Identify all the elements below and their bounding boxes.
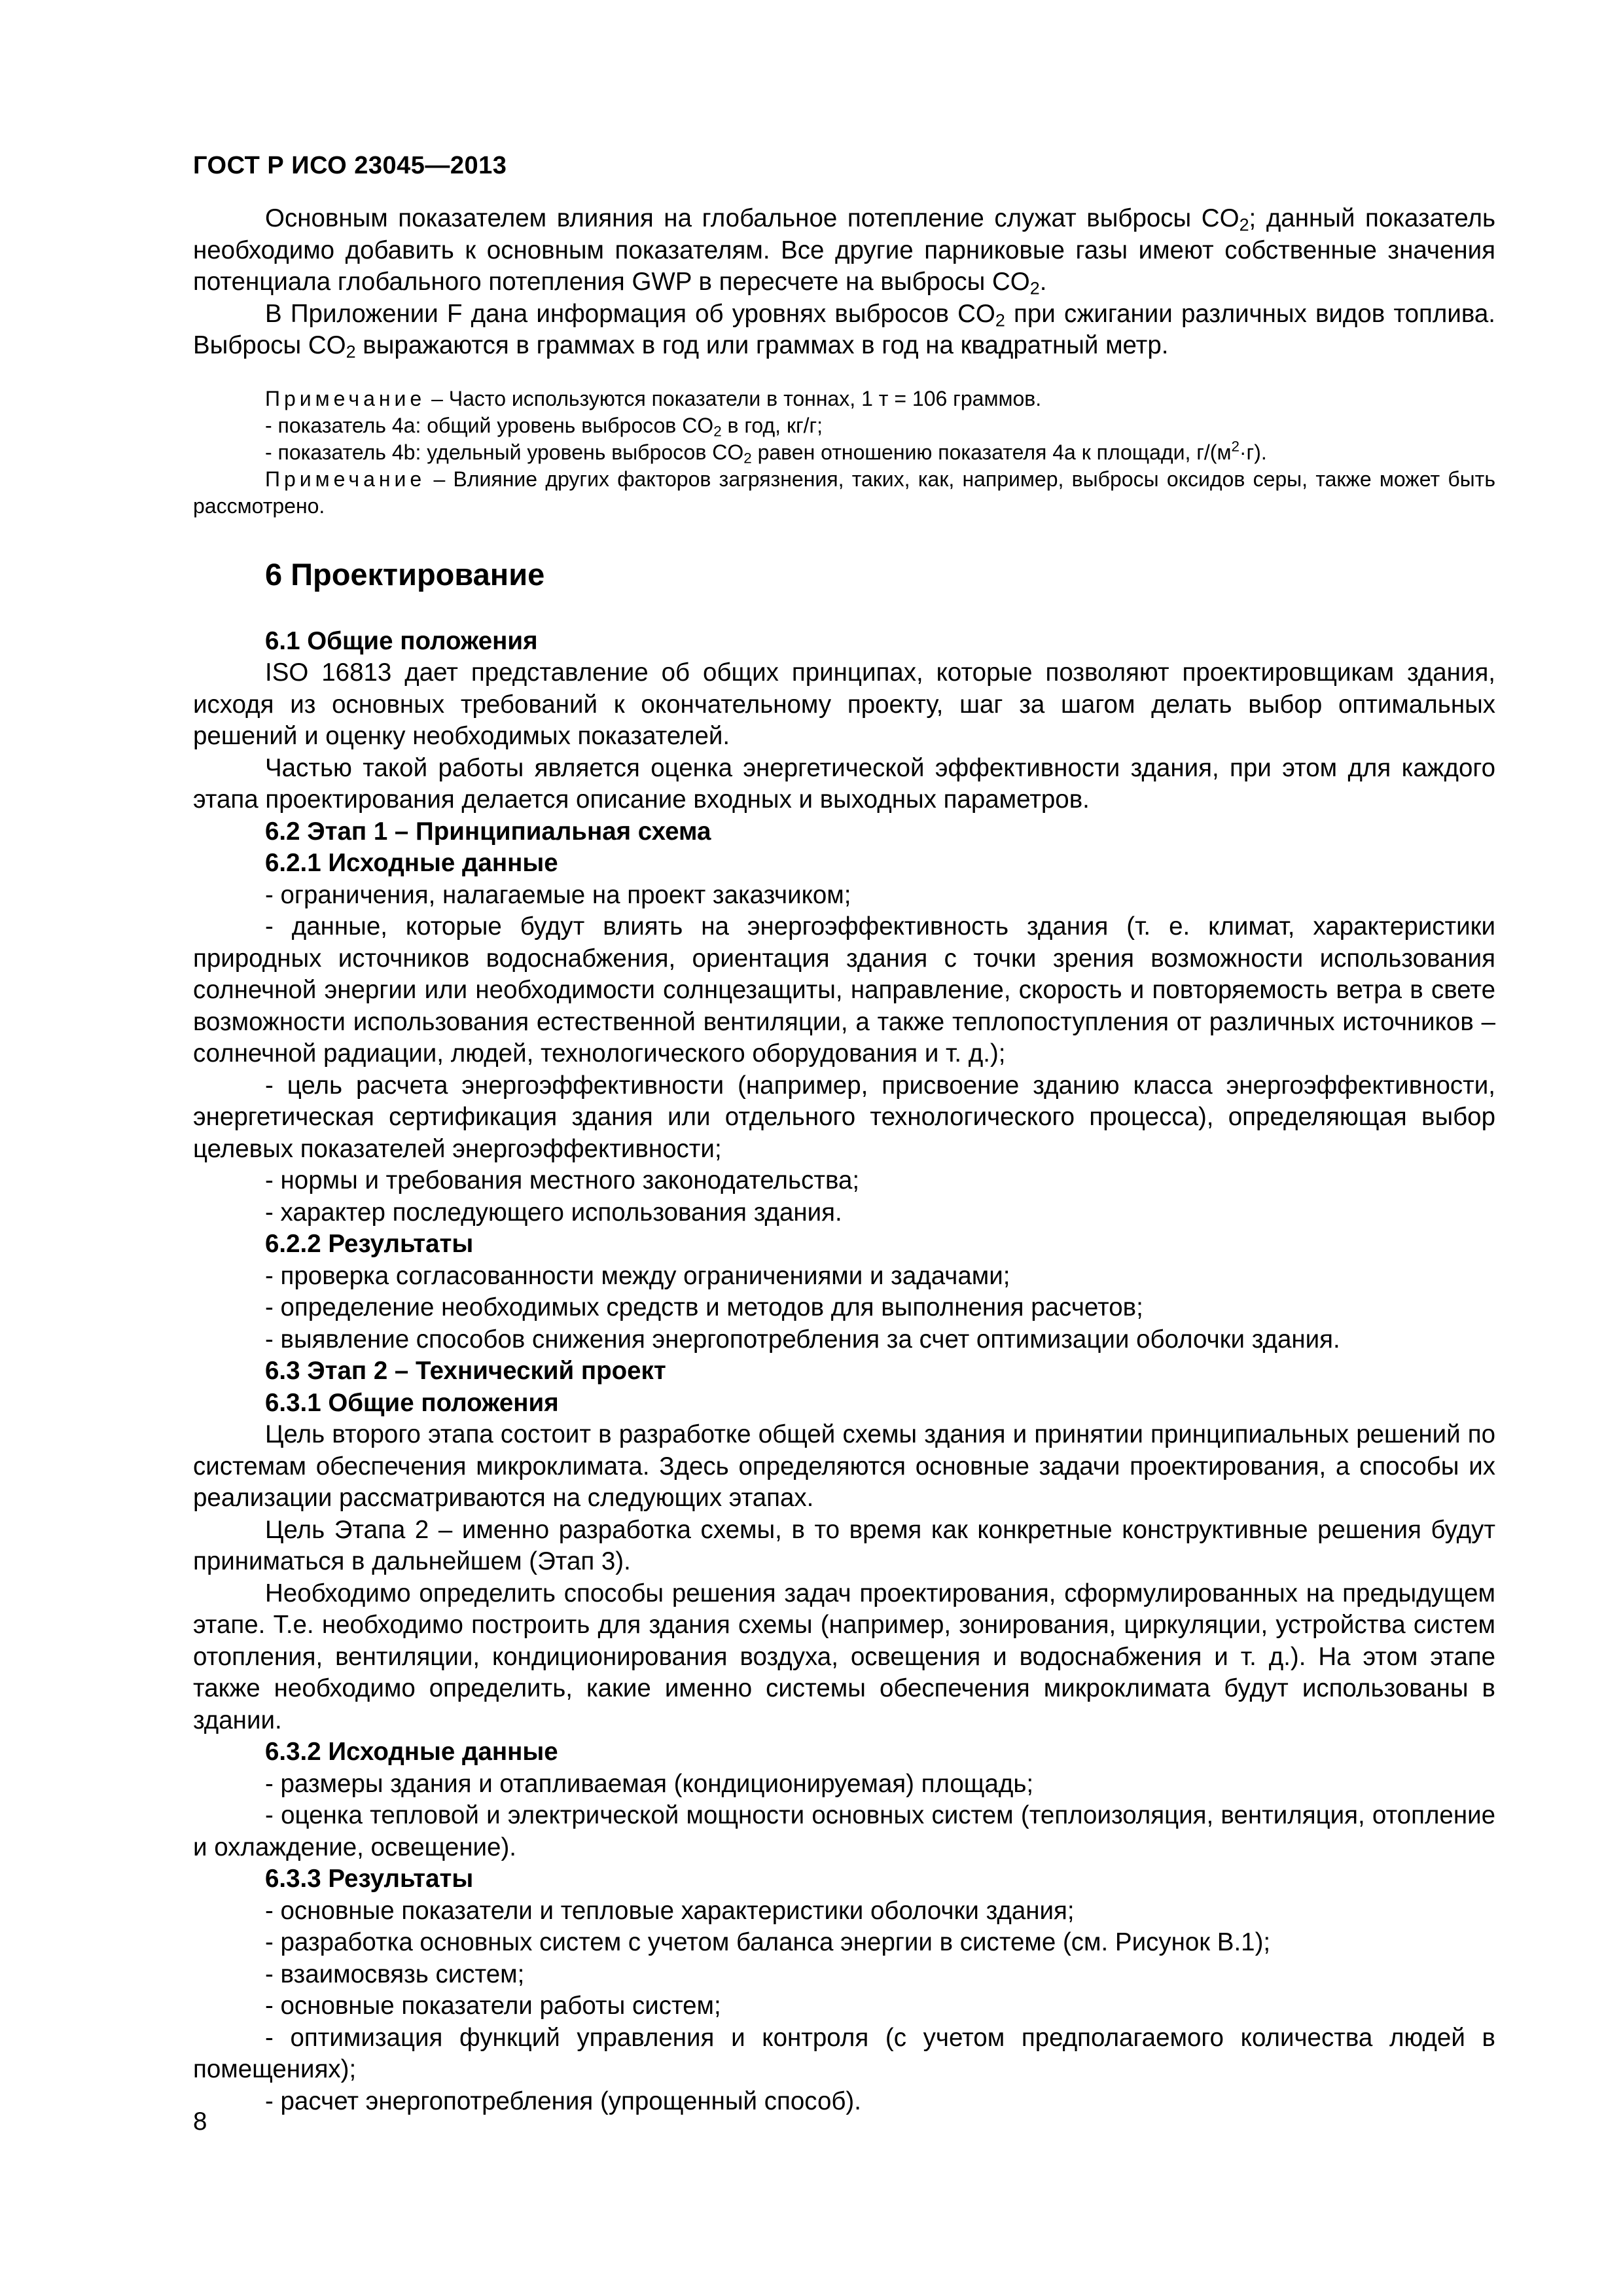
intro-paragraph-1: Основным показателем влияния на глобальное потепление служат выбросы $CO_2$; данный показатель необходимо добавить к основным показателям. Все другие парниковые газы имеют собственные значения потенциала глобального потепления GWP в пересчете на выбросы $CO_2$. <box>193 204 1495 298</box>
intro-paragraph-2: В Приложении F дана информация об уровнях выбросов $CO_2$ при сжигании различных видов топлива. Выбросы $CO_2$ выражаются в граммах в год или граммах в год на квадратный метр. <box>193 299 1495 362</box>
note-2: - показатель 4a: общий уровень выбросов $CO_2$ в год, кг/г; <box>265 413 823 440</box>
section-6-1-heading: 6.1 Общие положения <box>265 626 538 655</box>
note-1: Примечание – Часто используются показатели в тоннах, 1 т = 106 граммов. <box>265 386 1042 410</box>
list-item: - основные показатели работы систем; <box>265 1992 721 2020</box>
list-item: - нормы и требования местного законодательства; <box>265 1166 860 1194</box>
section-6-2-heading: 6.2 Этап 1 – Принципиальная схема <box>265 817 711 846</box>
list-item: - оптимизация функций управления и контроля (с учетом предполагаемого количества людей в помещениях); <box>193 2023 1495 2083</box>
section-6-3-2-heading: 6.3.2 Исходные данные <box>265 1738 558 1766</box>
list-item: - проверка согласованности между ограничениями и задачами; <box>265 1261 1010 1290</box>
list-item: - разработка основных систем с учетом баланса энергии в системе (см. Рисунок B.1); <box>265 1928 1271 1956</box>
notes-block <box>193 386 1495 520</box>
list-item: - характер последующего использования здания. <box>265 1198 842 1227</box>
list-item: - выявление способов снижения энергопотребления за счет оптимизации оболочки здания. <box>265 1325 1340 1354</box>
list-item: - ограничения, налагаемые на проект заказчиком; <box>265 880 851 909</box>
list-item: - расчет энергопотребления (упрощенный способ). <box>265 2087 861 2115</box>
list-item: - оценка тепловой и электрической мощности основных систем (теплоизоляция, вентиляция, отопление и охлаждение, освещение). <box>193 1801 1495 1861</box>
section-6-1-paragraph-2: Частью такой работы является оценка энергетической эффективности здания, при этом для каждого этапа проектирования делается описание входных и выходных параметров. <box>193 753 1495 814</box>
section-6-3-heading: 6.3 Этап 2 – Технический проект <box>265 1357 666 1385</box>
page-number: 8 <box>193 2108 207 2136</box>
section-6-2-2-heading: 6.2.2 Результаты <box>265 1230 474 1258</box>
document-header: ГОСТ Р ИСО 23045—2013 <box>193 152 507 179</box>
section-6-1-paragraph-1: ISO 16813 дает представление об общих принципах, которые позволяют проектировщикам здания, исходя из основных требований к окончательному проекту, шаг за шагом делать выбор оптимальных решений и оценку необходимых показателей. <box>193 658 1495 750</box>
section-6-3-3-heading: 6.3.3 Результаты <box>265 1865 474 1893</box>
list-item: - данные, которые будут влиять на энергоэффективность здания (т. е. климат, характеристики природных источников водоснабжения, ориентация здания с точки зрения возможности использования солнечной энергии или необходимости солнцезащиты, направление, скорость и повторяемость ветра в свете возможности использования естественной вентиляции, а также теплопоступления от различных источников – солнечной радиации, людей, технологического оборудования и т. д.); <box>193 912 1495 1067</box>
section-6-heading: 6 Проектирование <box>265 556 545 592</box>
note-3: - показатель 4b: удельный уровень выбросов $CO_2$ равен отношению показателя 4a к площади, $г/(м^2\cdot г)$. <box>265 438 1267 467</box>
section-6-3-1-heading: 6.3.1 Общие положения <box>265 1388 559 1417</box>
list-item: - цель расчета энергоэффективности (например, присвоение зданию класса энергоэффективности, энергетическая сертификация здания или отдельного технологического процесса), определяющая выбор целевых показателей энергоэффективности; <box>193 1071 1495 1163</box>
section-6-2-1-heading: 6.2.1 Исходные данные <box>265 849 558 877</box>
note-4: Примечание – Влияние других факторов загрязнения, таких, как, например, выбросы оксидов серы, также может быть рассмотрено. <box>193 467 1495 518</box>
page-body <box>193 203 1495 2117</box>
list-item: - определение необходимых средств и методов для выполнения расчетов; <box>265 1293 1143 1321</box>
section-6-3-1-paragraph: Цель второго этапа состоит в разработке общей схемы здания и принятии принципиальных решений по системам обеспечения микроклимата. Здесь определяются основные задачи проектирования, а способы их реализации рассматриваются на следующих этапах. <box>193 1420 1495 1512</box>
list-item: - основные показатели и тепловые характеристики оболочки здания; <box>265 1896 1075 1925</box>
list-item: - размеры здания и отапливаемая (кондиционируемая) площадь; <box>265 1769 1034 1798</box>
list-item: - взаимосвязь систем; <box>265 1960 525 1988</box>
section-6-3-1-paragraph: Цель Этапа 2 – именно разработка схемы, в то время как конкретные конструктивные решения будут приниматься в дальнейшем (Этап 3). <box>193 1515 1495 1575</box>
section-6-3-1-paragraph: Необходимо определить способы решения задач проектирования, сформулированных на предыдущем этапе. Т.е. необходимо построить для здания схемы (например, зонирования, циркуляции, устройства систем отопления, вентиляции, кондиционирования воздуха, освещения и водоснабжения и т. д.). На этом этапе также необходимо определить, какие именно системы обеспечения микроклимата будут использованы в здании. <box>193 1579 1495 1734</box>
